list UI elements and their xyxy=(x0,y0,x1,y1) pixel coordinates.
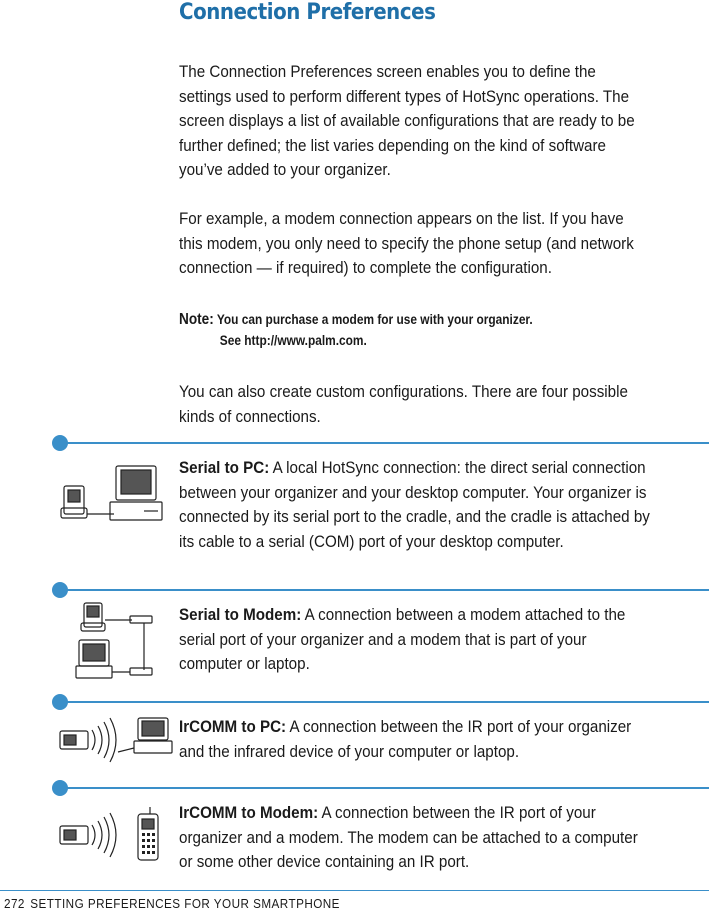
note-line-1: You can purchase a modem for use with your organizer. xyxy=(216,311,533,327)
ircomm-to-pc-illustration xyxy=(58,714,176,764)
infrared-wave-icon xyxy=(92,730,95,750)
chapter-title: SETTING PREFERENCES FOR YOUR SMARTPHONE xyxy=(30,896,340,911)
footer-divider xyxy=(0,890,709,891)
bullet-dot xyxy=(52,694,68,710)
serial-to-pc-section xyxy=(179,456,653,554)
ircomm-to-modem-illustration xyxy=(58,806,166,866)
bullet-dot xyxy=(52,582,68,598)
desktop-computer-icon xyxy=(76,666,112,678)
bullet-dot xyxy=(52,435,68,451)
note-label: Note: xyxy=(179,311,214,328)
section-divider xyxy=(60,701,709,703)
page-footer xyxy=(4,896,340,911)
section-text: A local HotSync connection: the direct serial connection between your organizer and your desktop computer. Your organizer is connected by its serial port to the cradle, and the cradle is attached by its cable to a serial (COM) port of your desktop computer. xyxy=(179,459,650,551)
section-term: Serial to Modem: xyxy=(179,606,302,624)
section-divider xyxy=(60,787,709,789)
ircomm-to-pc-section xyxy=(179,715,653,764)
page-number: 272 xyxy=(4,896,25,911)
page-title: Connection Preferences xyxy=(179,0,436,25)
example-paragraph: For example, a modem connection appears on the list. If you have this modem, you only need to specify the phone setup (and network connection — if required) to complete the configuration. xyxy=(179,210,634,277)
note-line-2: See http://www.palm.com. xyxy=(219,332,367,348)
section-divider xyxy=(60,442,709,444)
section-divider xyxy=(60,589,709,591)
modem-icon xyxy=(130,616,152,623)
modem-icon xyxy=(130,668,152,675)
ircomm-to-modem-section xyxy=(179,801,653,875)
serial-to-modem-illustration xyxy=(74,600,156,680)
serial-to-modem-section xyxy=(179,603,653,677)
serial-to-pc-illustration xyxy=(58,462,168,524)
section-term: Serial to PC: xyxy=(179,459,270,477)
desktop-computer-icon xyxy=(134,741,172,753)
custom-config-paragraph: You can also create custom configurations. There are four possible kinds of connections. xyxy=(179,383,628,426)
section-text: A connection between the IR port of your organizer and a modem. The modem can be attached to a computer or some other device containing an IR port. xyxy=(179,804,638,871)
bullet-dot xyxy=(52,780,68,796)
section-term: IrCOMM to PC: xyxy=(179,718,287,736)
note-block xyxy=(179,309,621,351)
section-term: IrCOMM to Modem: xyxy=(179,804,319,822)
section-text: A connection between a modem attached to the serial port of your organizer and a modem that is part of your computer or laptop. xyxy=(179,606,626,673)
section-text: A connection between the IR port of your organizer and the infrared device of your computer or laptop. xyxy=(179,718,632,761)
infrared-wave-icon xyxy=(92,825,95,845)
intro-paragraph: The Connection Preferences screen enables you to define the settings used to perform different types of HotSync operations. The screen displays a list of available configurations that are ready to be further defined; the list varies depending on the kind of software you’ve added to your organizer. xyxy=(179,63,635,179)
